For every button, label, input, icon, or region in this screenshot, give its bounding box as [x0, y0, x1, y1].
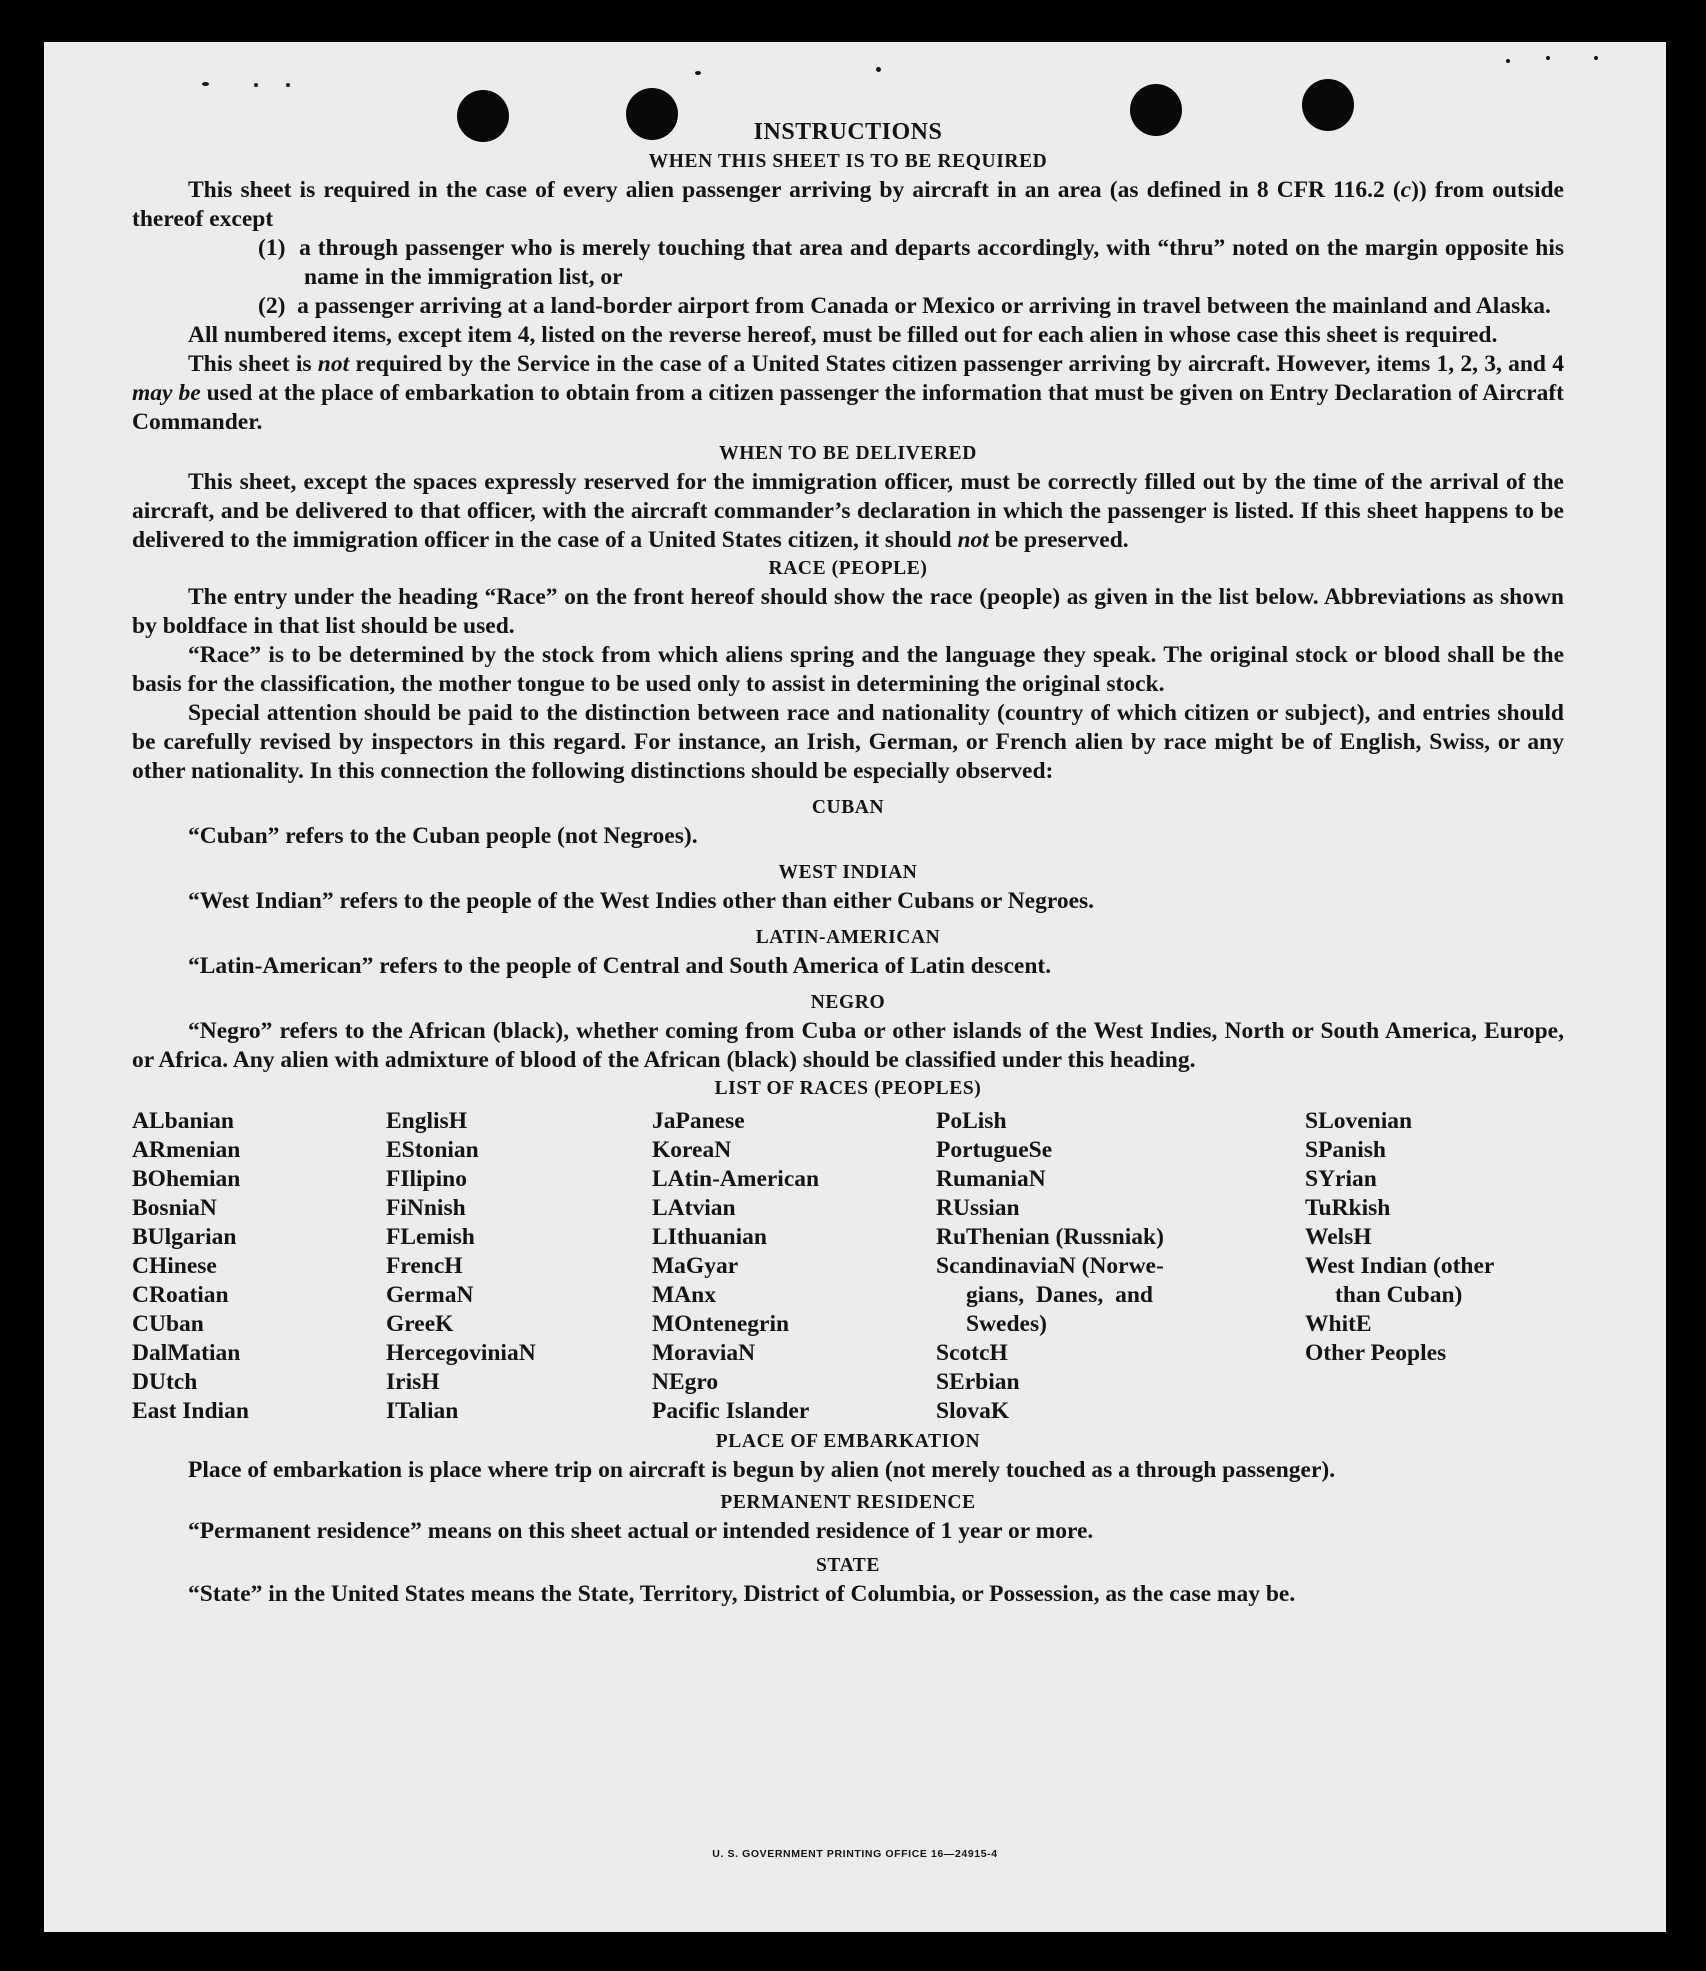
- race-item: DUtch: [132, 1369, 198, 1395]
- paragraph: Special attention should be paid to the distinction between race and nationality (country of which citizen or subject), and entries should be carefully revised by inspectors in this regard. For instance, an Irish, German, or French alien by race might be of English, Swiss, or any other nationality. In this connection the following distinctions should be especially observed:: [132, 700, 1564, 784]
- paragraph: “State” in the United States means the State, Territory, District of Columbia, or Possession, as the case may be.: [188, 1581, 1296, 1607]
- speck: [695, 71, 701, 75]
- speck: [1546, 56, 1550, 60]
- race-item: EnglisH: [386, 1108, 467, 1134]
- numbered-item: [132, 234, 1564, 292]
- races-column: [936, 1107, 1305, 1426]
- numbered-item: [132, 292, 1564, 321]
- page-title: INSTRUCTIONS: [753, 119, 943, 145]
- section-heading: STATE: [815, 1555, 881, 1576]
- race-item: than Cuban): [1335, 1282, 1463, 1308]
- race-item: RumaniaN: [936, 1166, 1046, 1192]
- paragraph: This sheet is not required by the Service in the case of a United States citizen passenger arriving by aircraft. However, items 1, 2, 3, and 4 may be used at the place of embarkation to obtain from a citizen passenger the information that must be given on Entry Declaration of Aircraft Commander.: [132, 351, 1565, 435]
- race-item: FIlipino: [386, 1166, 467, 1192]
- paragraph: “Permanent residence” means on this sheet actual or intended residence of 1 year or more.: [188, 1518, 1094, 1544]
- paragraph: “Latin-American” refers to the people of Central and South America of Latin descent.: [188, 953, 1052, 979]
- race-item: Swedes): [966, 1311, 1047, 1337]
- race-item: FiNnish: [386, 1195, 466, 1221]
- race-item: KoreaN: [652, 1137, 732, 1163]
- race-item: WelsH: [1305, 1224, 1372, 1250]
- race-item: Pacific Islander: [652, 1398, 810, 1424]
- item-text: a passenger arriving at a land-border airport from Canada or Mexico or arriving in travel between the mainland and Alaska.: [297, 293, 1551, 319]
- race-item: ScotcH: [936, 1340, 1008, 1366]
- race-item: CHinese: [132, 1253, 217, 1279]
- race-item: IrisH: [386, 1369, 440, 1395]
- paragraph: “Race” is to be determined by the stock from which aliens spring and the language they speak. The original stock or blood shall be the basis for the classification, the mother tongue to be used only to assist in determining the original stock.: [132, 642, 1564, 697]
- speck: [1506, 59, 1510, 63]
- instructions-body: [132, 112, 1564, 1609]
- race-item: RuThenian (Russniak): [936, 1224, 1164, 1250]
- section-heading: WHEN TO BE DELIVERED: [719, 443, 977, 464]
- race-item: East Indian: [132, 1398, 249, 1424]
- race-item: PortugueSe: [936, 1137, 1053, 1163]
- race-item: MaGyar: [652, 1253, 739, 1279]
- speck: [254, 83, 258, 87]
- races-column: [1305, 1107, 1564, 1426]
- race-item: West Indian (other: [1305, 1253, 1495, 1279]
- race-item: TuRkish: [1305, 1195, 1391, 1221]
- paragraph: “Cuban” refers to the Cuban people (not Negroes).: [188, 823, 698, 849]
- race-item: CRoatian: [132, 1282, 229, 1308]
- paragraph: All numbered items, except item 4, listed on the reverse hereof, must be filled out for each alien in whose case this sheet is required.: [188, 322, 1498, 348]
- section-heading: CUBAN: [811, 797, 885, 818]
- race-item: PoLish: [936, 1108, 1007, 1134]
- race-item: MOntenegrin: [652, 1311, 790, 1337]
- race-item: ITalian: [386, 1398, 459, 1424]
- races-list: [132, 1107, 1564, 1426]
- printer-imprint: U. S. GOVERNMENT PRINTING OFFICE 16—24915-4: [712, 1848, 998, 1860]
- race-item: SErbian: [936, 1369, 1020, 1395]
- race-item: RUssian: [936, 1195, 1020, 1221]
- section-heading: NEGRO: [810, 992, 886, 1013]
- race-item: NEgro: [652, 1369, 719, 1395]
- race-item: CUban: [132, 1311, 204, 1337]
- speck: [1594, 56, 1598, 60]
- section-heading: RACE (PEOPLE): [768, 558, 928, 579]
- document-sheet: [44, 42, 1666, 1932]
- paragraph: This sheet is required in the case of every alien passenger arriving by aircraft in an area (as defined in 8 CFR 116.2 (c)) from outside thereof except: [132, 177, 1564, 232]
- race-item: FLemish: [386, 1224, 475, 1250]
- section-heading: WEST INDIAN: [778, 862, 918, 883]
- item-text: a through passenger who is merely touching that area and departs accordingly, with “thru” noted on the margin opposite his name in the immigration list, or: [299, 235, 1565, 290]
- race-item: ScandinaviaN (Norwe-: [936, 1253, 1164, 1279]
- race-item: SPanish: [1305, 1137, 1386, 1163]
- section-heading: PLACE OF EMBARKATION: [715, 1431, 981, 1452]
- paragraph: Place of embarkation is place where trip on aircraft is begun by alien (not merely touched as a through passenger).: [188, 1457, 1336, 1483]
- race-item: LIthuanian: [652, 1224, 767, 1250]
- race-item: BUlgarian: [132, 1224, 237, 1250]
- paragraph: The entry under the heading “Race” on the front hereof should show the race (people) as given in the list below. Abbreviations as shown by boldface in that list should be used.: [132, 584, 1564, 639]
- races-column: [132, 1107, 386, 1426]
- race-item: BosniaN: [132, 1195, 217, 1221]
- race-item: LAtin-American: [652, 1166, 820, 1192]
- race-item: FrencH: [386, 1253, 463, 1279]
- speck: [286, 83, 290, 87]
- item-number: (1): [258, 235, 286, 261]
- race-item: MoraviaN: [652, 1340, 756, 1366]
- speck: [876, 67, 881, 72]
- race-item: ALbanian: [132, 1108, 234, 1134]
- races-column: [386, 1107, 652, 1426]
- paragraph: “Negro” refers to the African (black), whether coming from Cuba or other islands of the West Indies, North or South America, Europe, or Africa. Any alien with admixture of blood of the African (black) should be classified under this heading.: [132, 1018, 1564, 1073]
- race-item: LAtvian: [652, 1195, 736, 1221]
- section-heading: LATIN-AMERICAN: [755, 927, 941, 948]
- section-heading: WHEN THIS SHEET IS TO BE REQUIRED: [648, 151, 1048, 172]
- race-item: GreeK: [386, 1311, 454, 1337]
- race-item: Other Peoples: [1305, 1340, 1447, 1366]
- race-item: EStonian: [386, 1137, 479, 1163]
- paragraph: This sheet, except the spaces expressly reserved for the immigration officer, must be correctly filled out by the time of the arrival of the aircraft, and be delivered to that officer, with the aircraft commander’s declaration in which the passenger is listed. If this sheet happens to be delivered to the immigration officer in the case of a United States citizen, it should not be preserved.: [132, 469, 1564, 553]
- race-item: MAnx: [652, 1282, 716, 1308]
- race-item: ARmenian: [132, 1137, 241, 1163]
- race-item: SlovaK: [936, 1398, 1010, 1424]
- race-item: gians, Danes, and: [966, 1282, 1153, 1308]
- item-number: (2): [258, 293, 286, 319]
- race-item: SLovenian: [1305, 1108, 1413, 1134]
- races-column: [652, 1107, 936, 1426]
- race-item: SYrian: [1305, 1166, 1377, 1192]
- section-heading: PERMANENT RESIDENCE: [720, 1492, 976, 1513]
- race-item: GermaN: [386, 1282, 474, 1308]
- section-heading: LIST OF RACES (PEOPLES): [714, 1078, 982, 1099]
- speck: [202, 82, 209, 86]
- race-item: HercegoviniaN: [386, 1340, 536, 1366]
- paragraph: “West Indian” refers to the people of the West Indies other than either Cubans or Negroes.: [188, 888, 1095, 914]
- race-item: BOhemian: [132, 1166, 241, 1192]
- race-item: DalMatian: [132, 1340, 241, 1366]
- race-item: WhitE: [1305, 1311, 1372, 1337]
- race-item: JaPanese: [652, 1108, 745, 1134]
